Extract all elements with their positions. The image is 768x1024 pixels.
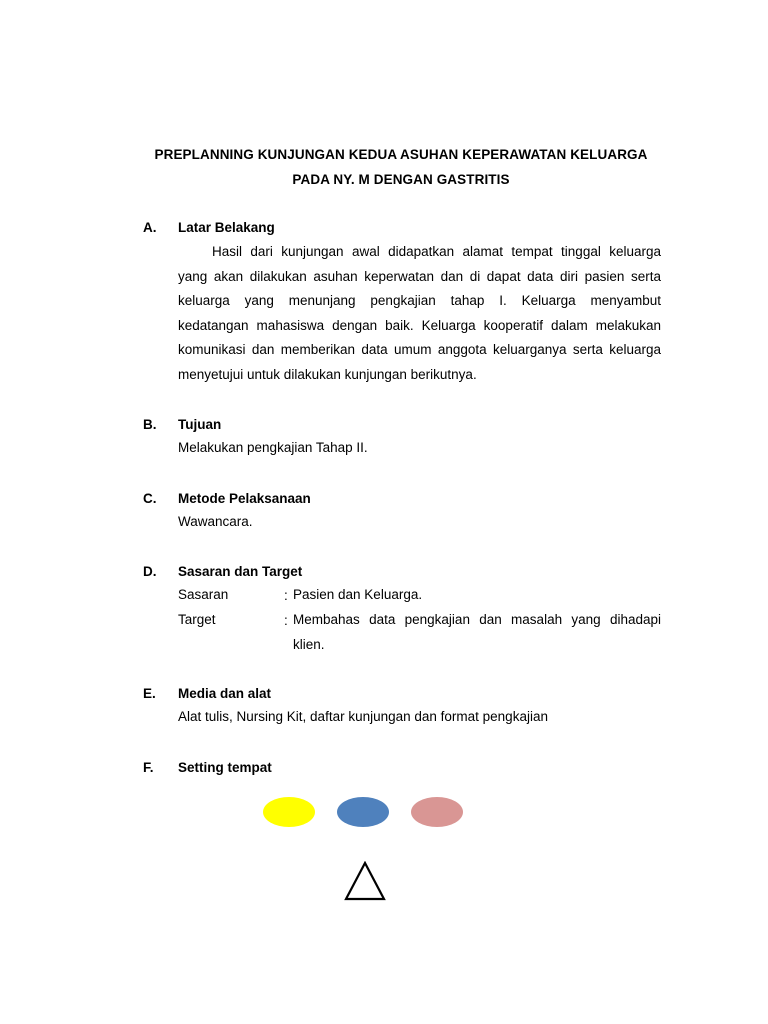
- document-title-line1: PREPLANNING KUNJUNGAN KEDUA ASUHAN KEPERAWATAN KELUARGA: [154, 147, 648, 162]
- sasaran-label: Sasaran: [178, 587, 229, 602]
- target-value: [293, 608, 661, 657]
- paragraph-line: Hasil dari kunjungan awal didapatkan alamat tempat tinggal keluarga: [212, 244, 661, 259]
- section-f-letter: F.: [143, 760, 154, 775]
- section-b-heading: Tujuan: [178, 417, 222, 432]
- target-line: Membahas data pengkajian dan masalah yang dihadapi: [293, 612, 661, 627]
- triangle-outline-icon: [344, 861, 386, 901]
- paragraph-line: komunikasi dan memberikan data umum anggota keluarganya serta keluarga: [178, 342, 661, 358]
- section-a-paragraph: [178, 240, 661, 388]
- section-b-body: Melakukan pengkajian Tahap II.: [178, 440, 368, 455]
- section-d-letter: D.: [143, 564, 157, 579]
- paragraph-line: yang akan dilakukan asuhan keperwatan dan di dapat data diri pasien serta: [178, 268, 661, 284]
- target-label: Target: [178, 612, 216, 627]
- paragraph-line: kedatangan mahasiswa dengan baik. Keluarga kooperatif dalam melakukan: [178, 317, 661, 333]
- section-f-heading: Setting tempat: [178, 760, 272, 775]
- sasaran-value: Pasien dan Keluarga.: [293, 587, 423, 602]
- section-b-letter: B.: [143, 417, 157, 432]
- target-line: klien.: [293, 636, 325, 652]
- section-a-letter: A.: [143, 220, 157, 235]
- section-e-body: Alat tulis, Nursing Kit, daftar kunjungan dan format pengkajian: [178, 709, 548, 724]
- section-e-heading: Media dan alat: [178, 686, 272, 701]
- section-a-heading: Latar Belakang: [178, 220, 275, 235]
- paragraph-line: menyetujui untuk dilakukan kunjungan berikutnya.: [178, 366, 477, 382]
- seat-ellipse-blue: [337, 797, 389, 827]
- document-title-line2: PADA NY. M DENGAN GASTRITIS: [292, 172, 510, 187]
- seat-ellipse-yellow: [263, 797, 315, 827]
- section-c-heading: Metode Pelaksanaan: [178, 491, 311, 506]
- sasaran-colon: :: [284, 588, 288, 603]
- paragraph-line: keluarga yang menunjang pengkajian tahap I. Keluarga menyambut: [178, 293, 661, 309]
- section-c-body: Wawancara.: [178, 514, 253, 529]
- seat-ellipse-pink: [411, 797, 463, 827]
- section-c-letter: C.: [143, 491, 157, 506]
- section-d-heading: Sasaran dan Target: [178, 564, 303, 579]
- section-e-letter: E.: [143, 686, 156, 701]
- target-colon: :: [284, 613, 288, 628]
